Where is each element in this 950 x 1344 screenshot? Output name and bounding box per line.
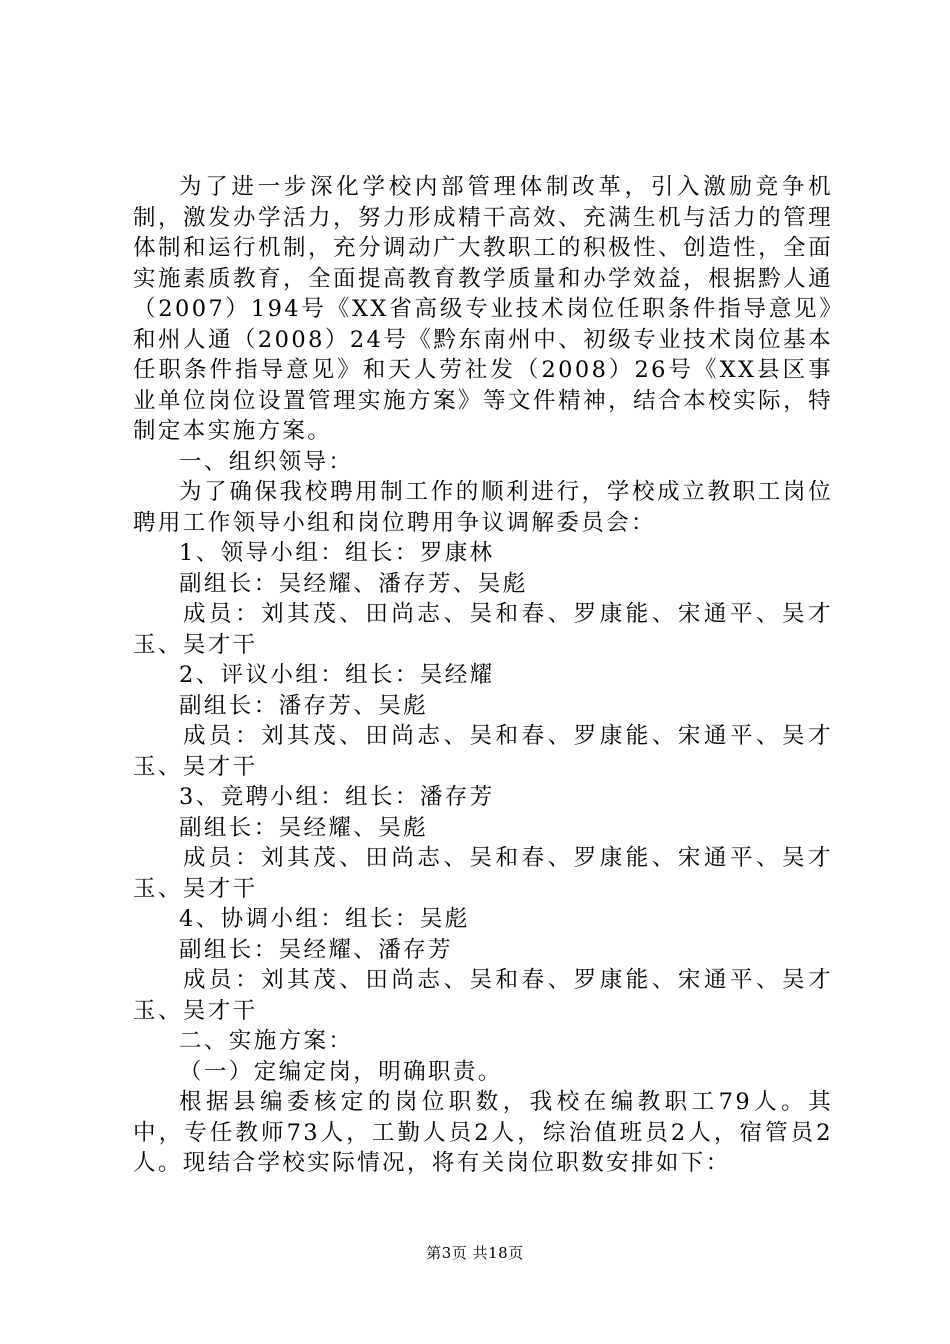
group4-deputy-line: 副组长：吴经耀、潘存芳 (179, 936, 453, 963)
group2-leader-line: 2、评议小组：组长：吴经耀 (179, 662, 495, 688)
section-heading-organization: 一、组织领导： (179, 448, 354, 475)
group3-deputy-line: 副组长：吴经耀、吴彪 (179, 814, 429, 841)
group1-leader-line: 1、领导小组：组长：罗康林 (179, 540, 495, 566)
document-body (133, 172, 833, 1179)
group3-members-line: 成员：刘其茂、田尚志、吴和春、罗康能、宋通平、吴才玉、吴才干 (133, 845, 833, 902)
paragraph-purpose: 为了确保我校聘用制工作的顺利进行，学校成立教职工岗位聘用工作领导小组和岗位聘用争议调解委员会： (133, 479, 833, 536)
paragraph-staffing: 根据县编委核定的岗位职数，我校在编教职工79人。其中，专任教师73人，工勤人员2人，综治值班员2人，宿管员2人。现结合学校实际情况，将有关岗位职数安排如下： (133, 1089, 833, 1176)
group1-deputy-line: 副组长：吴经耀、潘存芳、吴彪 (179, 570, 528, 597)
group4-leader-line: 4、协调小组：组长：吴彪 (179, 906, 470, 932)
group3-leader-line: 3、竞聘小组：组长：潘存芳 (179, 784, 495, 810)
group4-members-line: 成员：刘其茂、田尚志、吴和春、罗康能、宋通平、吴才玉、吴才干 (133, 967, 833, 1024)
group1-members-line: 成员：刘其茂、田尚志、吴和春、罗康能、宋通平、吴才玉、吴才干 (133, 601, 833, 658)
group2-members-line: 成员：刘其茂、田尚志、吴和春、罗康能、宋通平、吴才玉、吴才干 (133, 723, 833, 780)
subsection-heading-staffing: （一）定编定岗，明确职责。 (179, 1058, 503, 1085)
section-heading-implementation: 二、实施方案： (179, 1028, 354, 1054)
group2-deputy-line: 副组长：潘存芳、吴彪 (179, 692, 429, 719)
page-number-footer: 第3页 共18页 (426, 1244, 524, 1262)
paragraph-intro: 为了进一步深化学校内部管理体制改革，引入激励竞争机制，激发办学活力，努力形成精干高效、充满生机与活力的管理体制和运行机制，充分调动广大教职工的积极性、创造性，全面实施素质教育，全面提高教育教学质量和办学效益，根据黔人通（2007）194号《XX省高级专业技术岗位任职条件指导意见》和州人通（2008）24号《黔东南州中、初级专业技术岗位基本任职条件指导意见》和天人劳社发（2008）26号《XX县区事业单位岗位设置管理实施方案》等文件精神，结合本校实际，特制定本实施方案。 (133, 174, 833, 444)
